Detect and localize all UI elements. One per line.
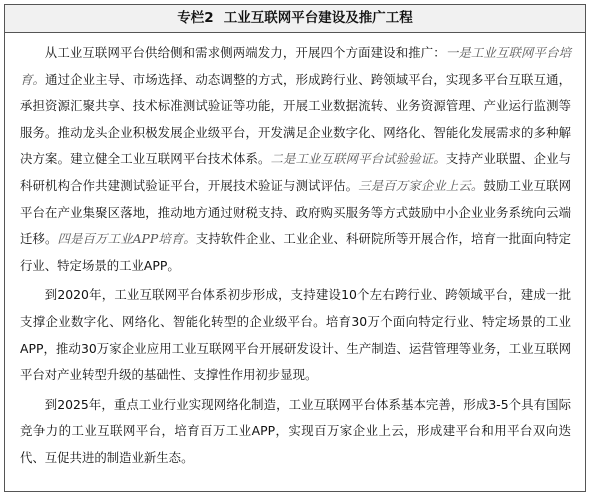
emphasis-heading: 二是工业互联网平台试验验证。 xyxy=(270,151,446,167)
paragraph-text: 到2020年，工业互联网平台体系初步形成，支持建设10个左右跨行业、跨领域平台，建成一批支撑企业数字化、网络化、智能化转型的企业级平台。培育30万个面向特定行业、特定场景的工业APP，推动30万家企业应用工业互联网平台开展研发设计、生产制造、运营管理等业务，工业互联网平台对产业转型升级的基础性、支撑性作用初步显现。 xyxy=(20,287,571,383)
paragraph xyxy=(20,40,571,279)
paragraph xyxy=(20,392,571,472)
emphasis-heading: 一是工业互联网平台培育。 xyxy=(20,45,572,87)
paragraph-text: 支持软件企业、工业企业、科研院所等开展合作，培育一批面向特定行业、特定场景的工业APP。 xyxy=(20,231,572,273)
paragraph xyxy=(20,282,571,388)
paragraph-text: 通过企业主导、市场选择、动态调整的方式，形成跨行业、跨领域平台，实现多平台互联互通，承担资源汇聚共享、技术标准测试验证等功能，开展工业数据流转、业务资源管理、产业运行监测等服务。推动龙头企业积极发展企业级平台，开发满足企业数字化、网络化、智能化发展需求的多种解决方案。建立健全工业互联网平台技术体系。 xyxy=(20,71,572,167)
sidebar-box xyxy=(4,4,586,492)
paragraph-text: 鼓励工业互联网平台在产业集聚区落地，推动地方通过财税支持、政府购买服务等方式鼓励中小企业业务系统向云端迁移。 xyxy=(20,177,572,247)
emphasis-heading: 四是百万工业APP培育。 xyxy=(57,231,196,247)
paragraph-text: 到2025年，重点工业行业实现网络化制造，工业互联网平台体系基本完善，形成3-5个具有国际竞争力的工业互联网平台，培育百万工业APP，实现百万家企业上云，形成建平台和用平台双向迭代、互促共进的制造业新生态。 xyxy=(20,396,571,465)
box-label: 专栏2 xyxy=(177,10,214,26)
box-title: 工业互联网平台建设及推广工程 xyxy=(223,10,413,26)
paragraph-text: 从工业互联网平台供给侧和需求侧两端发力，开展四个方面建设和推广： xyxy=(44,45,446,60)
paragraph-text: 支持产业联盟、企业与科研机构合作共建测试验证平台，开展技术验证与测试评估。 xyxy=(20,151,572,193)
box-content xyxy=(5,33,585,472)
box-header xyxy=(5,5,585,33)
emphasis-heading: 三是百万家企业上云。 xyxy=(358,177,484,193)
